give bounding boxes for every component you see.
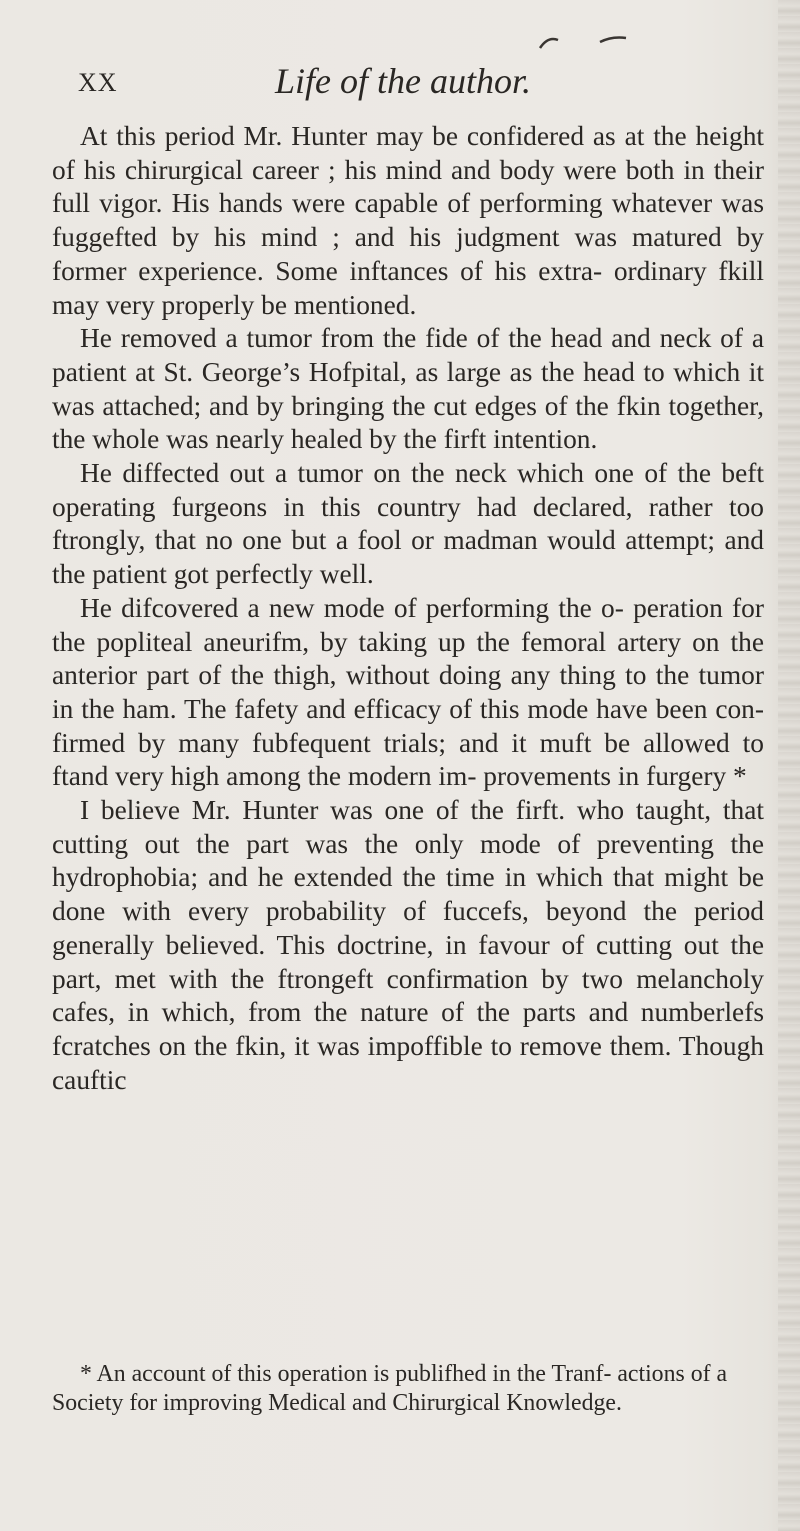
footnote-text: * An account of this operation is publifhed in the Tranf- actions of a Society for improving Medical and Chirurgical Knowledge.	[52, 1361, 728, 1416]
paragraph: He diffected out a tumor on the neck which one of the beft operating furgeons in this country had declared, rather too ftrongly, that no one but a fool or madman would attempt; and the patient got perfectly well.	[52, 458, 764, 590]
page-header	[78, 60, 728, 100]
paragraph: At this period Mr. Hunter may be confidered as at the height of his chirurgical career ; his mind and body were both in their full vigor. His hands were capable of performing whatever was fuggefted by his mind ; and his judgment was matured by former experience. Some inftances of his extra- ordinary fkill may very properly be mentioned.	[52, 121, 764, 320]
paragraph: I believe Mr. Hunter was one of the firft. who taught, that cutting out the part was the only mode of preventing the hydrophobia; and he extended the time in which that might be done with every probability of fuccefs, beyond the period generally believed. This doctrine, in favour of cutting out the part, met with the ftrongeft confirmation by two melancholy cafes, in which, from the nature of the parts and numberlefs fcratches on the fkin, it was impoffible to remove them. Though cauftic	[52, 795, 764, 1095]
body-text	[52, 120, 764, 1097]
running-title: Life of the author.	[274, 61, 531, 101]
ink-marks	[530, 28, 650, 58]
footnote	[52, 1360, 764, 1418]
page-number: XX	[78, 68, 118, 97]
paragraph: He difcovered a new mode of performing the o- peration for the popliteal aneurifm, by taking up the femoral artery on the anterior part of the thigh, without doing any thing to the tumor in the ham. The fafety and efficacy of this mode have been con- firmed by many fubfequent trials; and it muft be allowed to ftand very high among the modern im- provements in furgery *	[52, 592, 764, 792]
pen-stroke-marks	[530, 28, 650, 58]
paragraph: He removed a tumor from the fide of the head and neck of a patient at St. George’s Hofpital, as large as the head to which it was attached; and by bringing the cut edges of the fkin together, the whole was nearly healed by the firft intention.	[52, 323, 764, 455]
page-edge-shadow	[778, 0, 800, 1531]
